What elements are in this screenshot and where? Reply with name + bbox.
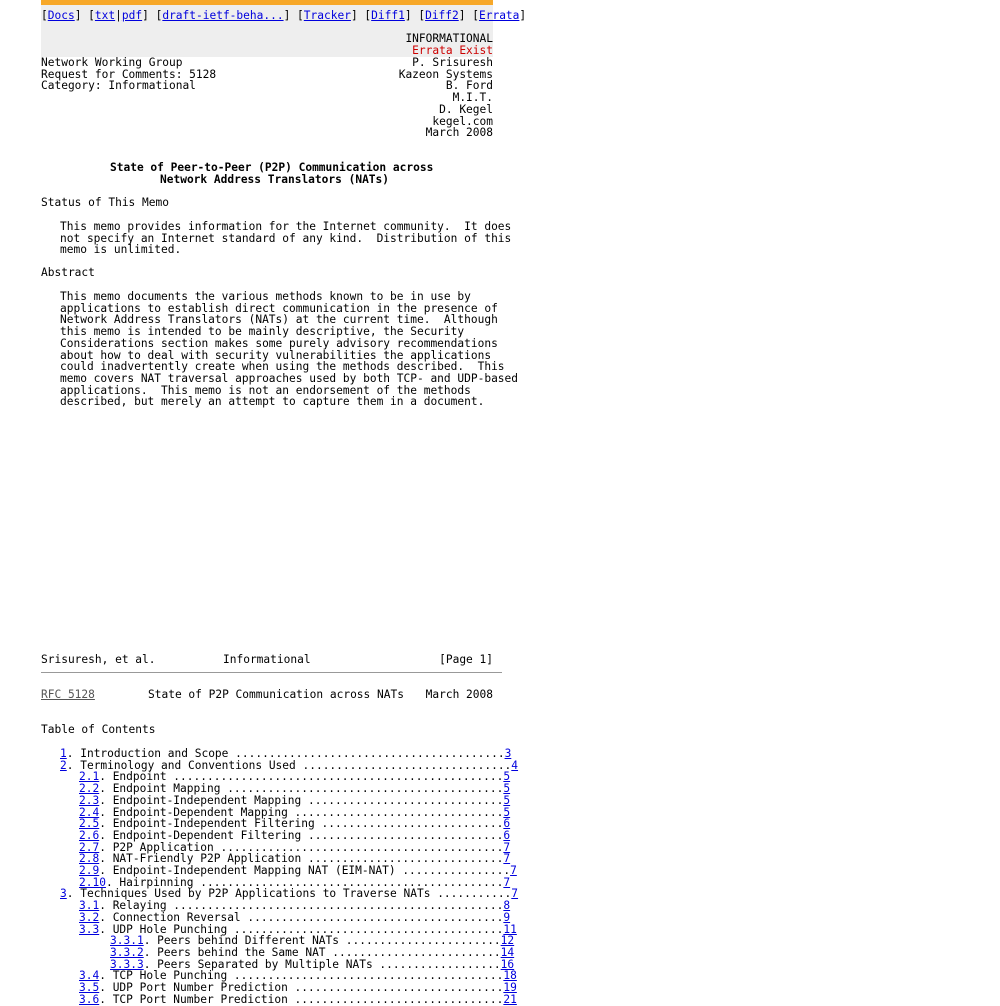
diff2-link[interactable]: Diff2: [425, 9, 459, 22]
toc-entry-title: . Relaying .................................................: [99, 899, 504, 913]
abstract-text-line: this memo is intended to be mainly descriptive, the Security: [60, 325, 465, 339]
toc-section-link[interactable]: 1: [60, 747, 67, 760]
toc-entry-title: . Endpoint-Independent Mapping .............................: [99, 793, 504, 807]
abstract-text-line: memo covers NAT traversal approaches used by both TCP- and UDP-based: [60, 371, 519, 385]
toc-page-link[interactable]: 7: [503, 852, 511, 866]
header-right-line: M.I.T.: [452, 91, 493, 105]
toc-entry-title: . Endpoint-Independent Filtering ...........................: [99, 817, 504, 831]
toc-entry-title: . Hairpinning .............................................: [105, 875, 504, 889]
abstract-text-line: Considerations section makes some purely advisory recommendations: [60, 336, 498, 350]
toc-section-link[interactable]: 2.3: [79, 793, 100, 807]
abstract-text-line: applications to establish direct communication in the presence of: [60, 301, 498, 315]
toc-entry-title: . Peers Separated by Multiple NATs ..................: [143, 957, 501, 971]
header-right-line: B. Ford: [445, 79, 493, 93]
pdf-link[interactable]: pdf: [121, 9, 143, 22]
header-right-line: P. Srisuresh: [412, 56, 493, 69]
abstract-text-line: about how to deal with security vulnerabilities the applications: [60, 348, 492, 362]
toc-section-link[interactable]: 3: [60, 887, 67, 901]
toc-page-link[interactable]: 9: [503, 910, 511, 924]
status-heading: Status of This Memo: [41, 196, 169, 209]
toc-page-link[interactable]: 12: [500, 934, 515, 948]
header-right-line: kegel.com: [432, 114, 493, 128]
toc-section-link[interactable]: 3.3: [79, 922, 100, 936]
toc-entry-title: . TCP Port Number Prediction ...............................: [99, 992, 504, 1006]
toc-page-link[interactable]: 7: [510, 864, 517, 877]
abstract-text-line: Network Address Translators (NATs) at the current time. Although: [60, 313, 498, 327]
toc-entry-title: . Endpoint-Dependent Mapping ...............................: [99, 805, 504, 819]
toc-section-link[interactable]: 3.3.2: [110, 945, 144, 959]
page2-header-title: State of P2P Communication across NATs: [148, 688, 404, 701]
toc-entry-title: . TCP Hole Punching ........................................: [99, 969, 504, 983]
toc-page-link[interactable]: 5: [503, 770, 511, 784]
header-left-line: Category: Informational: [41, 79, 196, 93]
toc-entry-title: . Techniques Used by P2P Applications to Traverse NATs ...........: [66, 887, 512, 901]
toc-entry-title: . Endpoint-Independent Mapping NAT (EIM-NAT) ................: [99, 864, 511, 877]
toc-page-link[interactable]: 7: [511, 887, 519, 901]
header-right-line: D. Kegel: [439, 102, 493, 116]
toc-page-link[interactable]: 16: [500, 957, 515, 971]
toc-section-link[interactable]: 2: [60, 758, 67, 772]
toc-entry-title: . Endpoint .................................................: [99, 770, 504, 784]
toc-entry-title: . Peers behind Different NATs .......................: [143, 934, 501, 948]
toc-page-link[interactable]: 7: [503, 875, 511, 889]
abstract-text-line: described, but merely an attempt to capture them in a document.: [60, 395, 485, 409]
toc-entry-title: . Endpoint-Dependent Filtering .............................: [99, 828, 504, 842]
docs-link[interactable]: Docs: [47, 9, 75, 22]
toc-heading: Table of Contents: [41, 723, 156, 736]
page2-header-date: March 2008: [425, 688, 493, 701]
header-right-line: March 2008: [425, 126, 493, 140]
toc-page-link[interactable]: 14: [500, 945, 515, 959]
status-text-line: not specify an Internet standard of any kind. Distribution of this: [60, 231, 512, 245]
txt-link[interactable]: txt: [94, 9, 116, 22]
abstract-text-line: could inadvertently create when using the methods described. This: [60, 360, 505, 374]
toc-entry-title: . NAT-Friendly P2P Application .............................: [99, 852, 504, 866]
errata-exist-label: Errata Exist: [412, 44, 493, 57]
toc-page-link[interactable]: 7: [503, 840, 511, 854]
toc-entry-title: . Endpoint Mapping .........................................: [99, 782, 504, 796]
toc-section-link[interactable]: 3.3.3: [110, 957, 144, 971]
toc-section-link[interactable]: 3.5: [79, 981, 100, 994]
toc-page-link[interactable]: 5: [503, 805, 511, 819]
toc-page-link[interactable]: 21: [503, 992, 517, 1006]
status-text-line: memo is unlimited.: [60, 243, 182, 257]
draft-link[interactable]: draft-ietf-beha...: [162, 9, 284, 22]
toc-section-link[interactable]: 3.6: [79, 992, 100, 1006]
toc-page-link[interactable]: 3: [504, 747, 512, 760]
header-left-line: Network Working Group: [41, 56, 183, 69]
toc-page-link[interactable]: 8: [503, 899, 511, 913]
toc-entry-title: . Introduction and Scope ........................................: [66, 747, 505, 760]
toc-section-link[interactable]: 2.2: [79, 782, 100, 796]
page-break-rule: [41, 672, 502, 673]
rfc-number-link[interactable]: RFC 5128: [41, 688, 95, 701]
toc-section-link[interactable]: 2.4: [79, 805, 100, 819]
toc-section-link[interactable]: 2.9: [79, 864, 100, 877]
doc-nav-links: [Docs] [txt|pdf] [draft-ietf-beha...] [Tracker] [Diff1] [Diff2] [Errata]: [41, 9, 527, 22]
toc-page-link[interactable]: 11: [503, 922, 517, 936]
tracker-link[interactable]: Tracker: [303, 9, 351, 22]
abstract-heading: Abstract: [41, 266, 95, 279]
toc-entry-title: . P2P Application ..........................................: [99, 840, 504, 854]
status-label: INFORMATIONAL: [405, 32, 493, 45]
toc-section-link[interactable]: 2.1: [79, 770, 100, 784]
toc-page-link[interactable]: 5: [503, 782, 511, 796]
toc-section-link[interactable]: 3.1: [79, 899, 100, 913]
toc-page-link[interactable]: 6: [503, 817, 511, 831]
toc-entry-title: . UDP Hole Punching ........................................: [99, 922, 504, 936]
errata-link[interactable]: Errata: [478, 9, 520, 22]
toc-section-link[interactable]: 3.2: [79, 910, 100, 924]
header-right-line: Kazeon Systems: [398, 67, 493, 81]
toc-page-link[interactable]: 6: [503, 828, 511, 842]
abstract-text-line: applications. This memo is not an endorsement of the methods: [60, 383, 471, 397]
toc-section-link[interactable]: 3.4: [79, 969, 100, 983]
page2-header: [41, 689, 95, 701]
diff1-link[interactable]: Diff1: [371, 9, 405, 22]
toc-section-link[interactable]: 2.10: [79, 875, 106, 889]
toc-section-link[interactable]: 2.8: [79, 852, 100, 866]
toc-page-link[interactable]: 19: [503, 981, 517, 994]
toc-section-link[interactable]: 3.3.1: [110, 934, 144, 948]
toc-entry-title: . UDP Port Number Prediction ...............................: [99, 981, 504, 994]
toc-page-link[interactable]: 18: [503, 969, 517, 983]
footer-category: Informational: [223, 653, 311, 666]
footer-authors: Srisuresh, et al.: [41, 653, 156, 666]
toc-section-link[interactable]: 2.5: [79, 817, 100, 831]
toc-section-link[interactable]: 2.6: [79, 828, 100, 842]
toc-section-link[interactable]: 2.7: [79, 840, 100, 854]
toc-entry-title: . Peers behind the Same NAT .........................: [143, 945, 501, 959]
toc-page-link[interactable]: 4: [511, 758, 519, 772]
toc-page-link[interactable]: 5: [503, 793, 511, 807]
title-line-2: Network Address Translators (NATs): [160, 173, 390, 186]
abstract-text-line: This memo documents the various methods known to be in use by: [60, 290, 471, 303]
header-left-line: Request for Comments: 5128: [41, 67, 217, 81]
toc-entry-title: . Terminology and Conventions Used ...............................: [66, 758, 512, 772]
footer-page-number: [Page 1]: [439, 653, 493, 666]
title-line-1: State of Peer-to-Peer (P2P) Communication across: [110, 161, 434, 174]
toc-entry-title: . Connection Reversal ......................................: [99, 910, 504, 924]
status-text-line: This memo provides information for the Internet community. It does: [60, 220, 512, 233]
